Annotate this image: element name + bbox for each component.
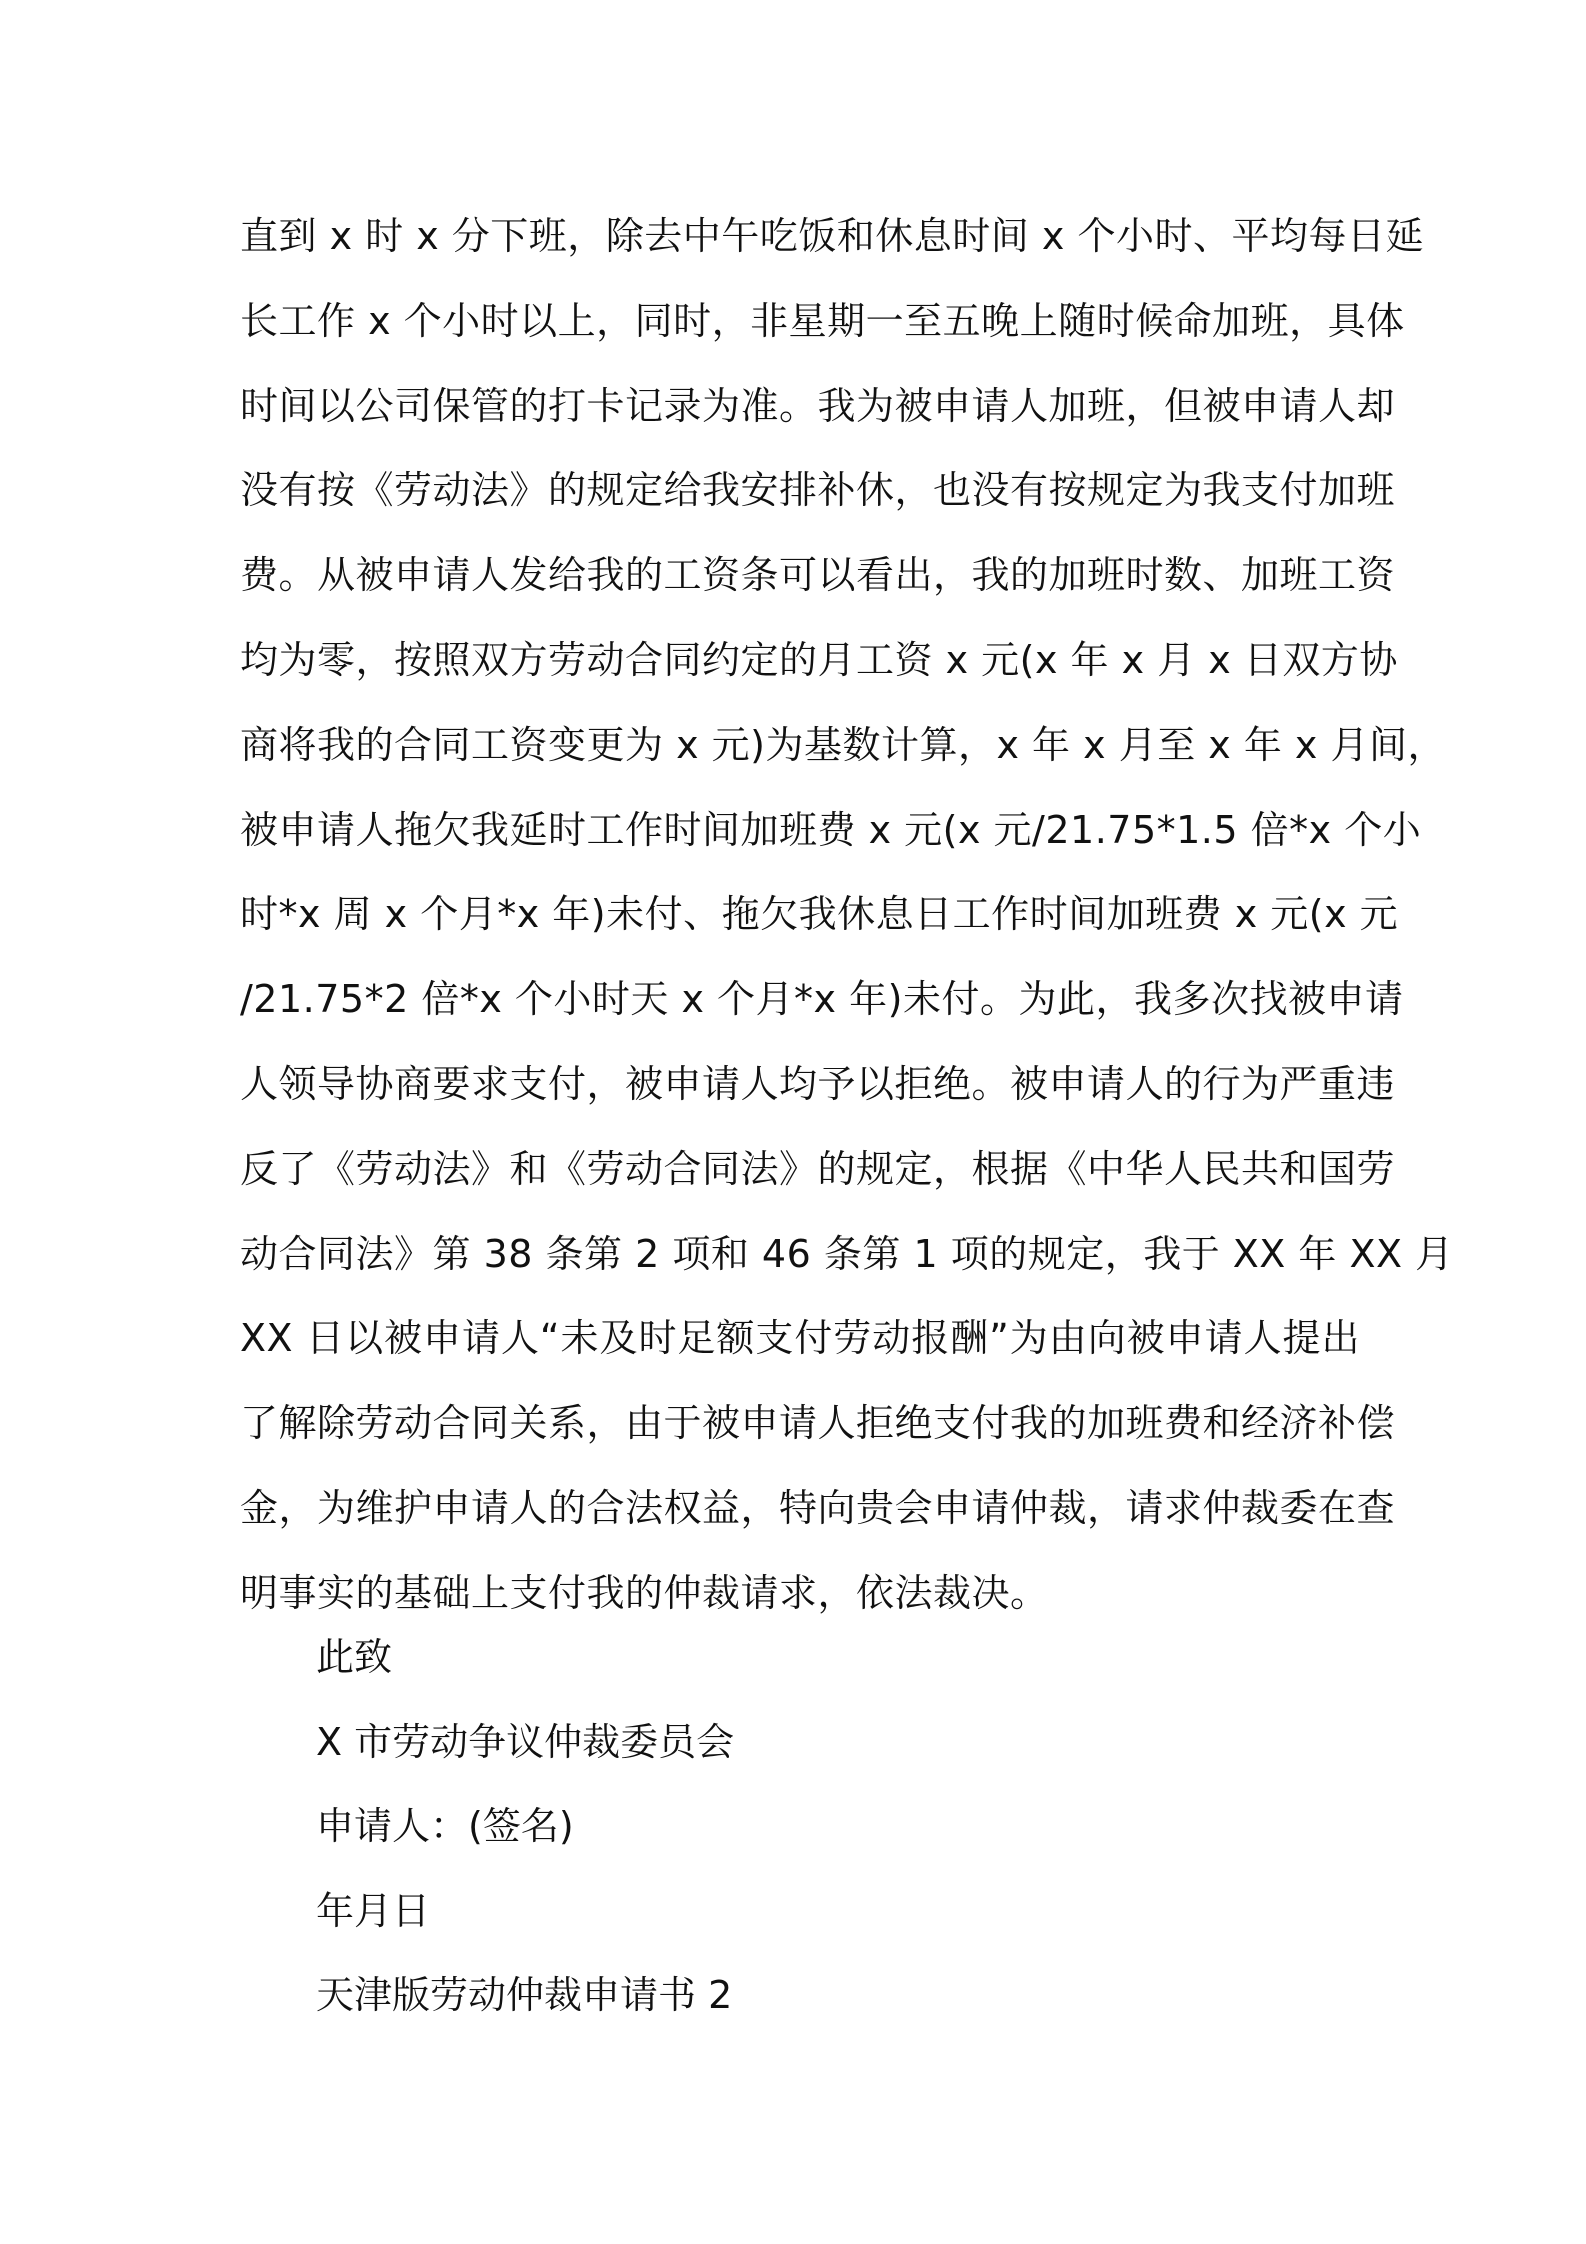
closing-block bbox=[316, 1615, 1216, 2038]
body-line: 人领导协商要求支付，被申请人均予以拒绝。被申请人的行为严重违 bbox=[240, 1061, 1396, 1106]
body-line: 明事实的基础上支付我的仲裁请求，依法裁决。 bbox=[240, 1570, 1049, 1615]
body-line: 被申请人拖欠我延时工作时间加班费 x 元(x 元/21.75*1.5 倍*x 个小 bbox=[240, 807, 1422, 852]
body-line: 动合同法》第 38 条第 2 项和 46 条第 1 项的规定，我于 XX 年 XX 月 bbox=[240, 1231, 1454, 1276]
body-line: 金，为维护申请人的合法权益，特向贵会申请仲裁，请求仲裁委在查 bbox=[240, 1485, 1396, 1530]
document-body bbox=[240, 194, 1454, 1636]
applicant-signature: 申请人：(签名) bbox=[316, 1804, 574, 1849]
body-line: 时*x 周 x 个月*x 年)未付、拖欠我休息日工作时间加班费 x 元(x 元 bbox=[240, 892, 1399, 937]
salutation: 此致 bbox=[316, 1635, 393, 1679]
next-section-title: 天津版劳动仲裁申请书 2 bbox=[316, 1973, 733, 2018]
body-line: XX 日以被申请人“未及时足额支付劳动报酬”为由向被申请人提出 bbox=[240, 1316, 1360, 1361]
recipient: X 市劳动争议仲裁委员会 bbox=[316, 1719, 735, 1764]
body-line: 反了《劳动法》和《劳动合同法》的规定，根据《中华人民共和国劳 bbox=[240, 1146, 1396, 1191]
body-line: 了解除劳动合同关系，由于被申请人拒绝支付我的加班费和经济补偿 bbox=[240, 1401, 1396, 1446]
body-line: 没有按《劳动法》的规定给我安排补休，也没有按规定为我支付加班 bbox=[240, 468, 1396, 513]
body-line: 均为零，按照双方劳动合同约定的月工资 x 元(x 年 x 月 x 日双方协 bbox=[240, 637, 1398, 682]
body-line: 费。从被申请人发给我的工资条可以看出，我的加班时数、加班工资 bbox=[240, 553, 1396, 598]
body-line: 商将我的合同工资变更为 x 元)为基数计算，x 年 x 月至 x 年 x 月间， bbox=[240, 722, 1446, 767]
body-line: 长工作 x 个小时以上，同时，非星期一至五晚上随时候命加班，具体 bbox=[240, 298, 1405, 343]
date-line: 年月日 bbox=[316, 1888, 431, 1933]
body-line: 时间以公司保管的打卡记录为准。我为被申请人加班，但被申请人却 bbox=[240, 383, 1396, 428]
body-line: 直到 x 时 x 分下班，除去中午吃饭和休息时间 x 个小时、平均每日延 bbox=[240, 214, 1424, 258]
body-line: /21.75*2 倍*x 个小时天 x 个月*x 年)未付。为此，我多次找被申请 bbox=[240, 977, 1404, 1022]
